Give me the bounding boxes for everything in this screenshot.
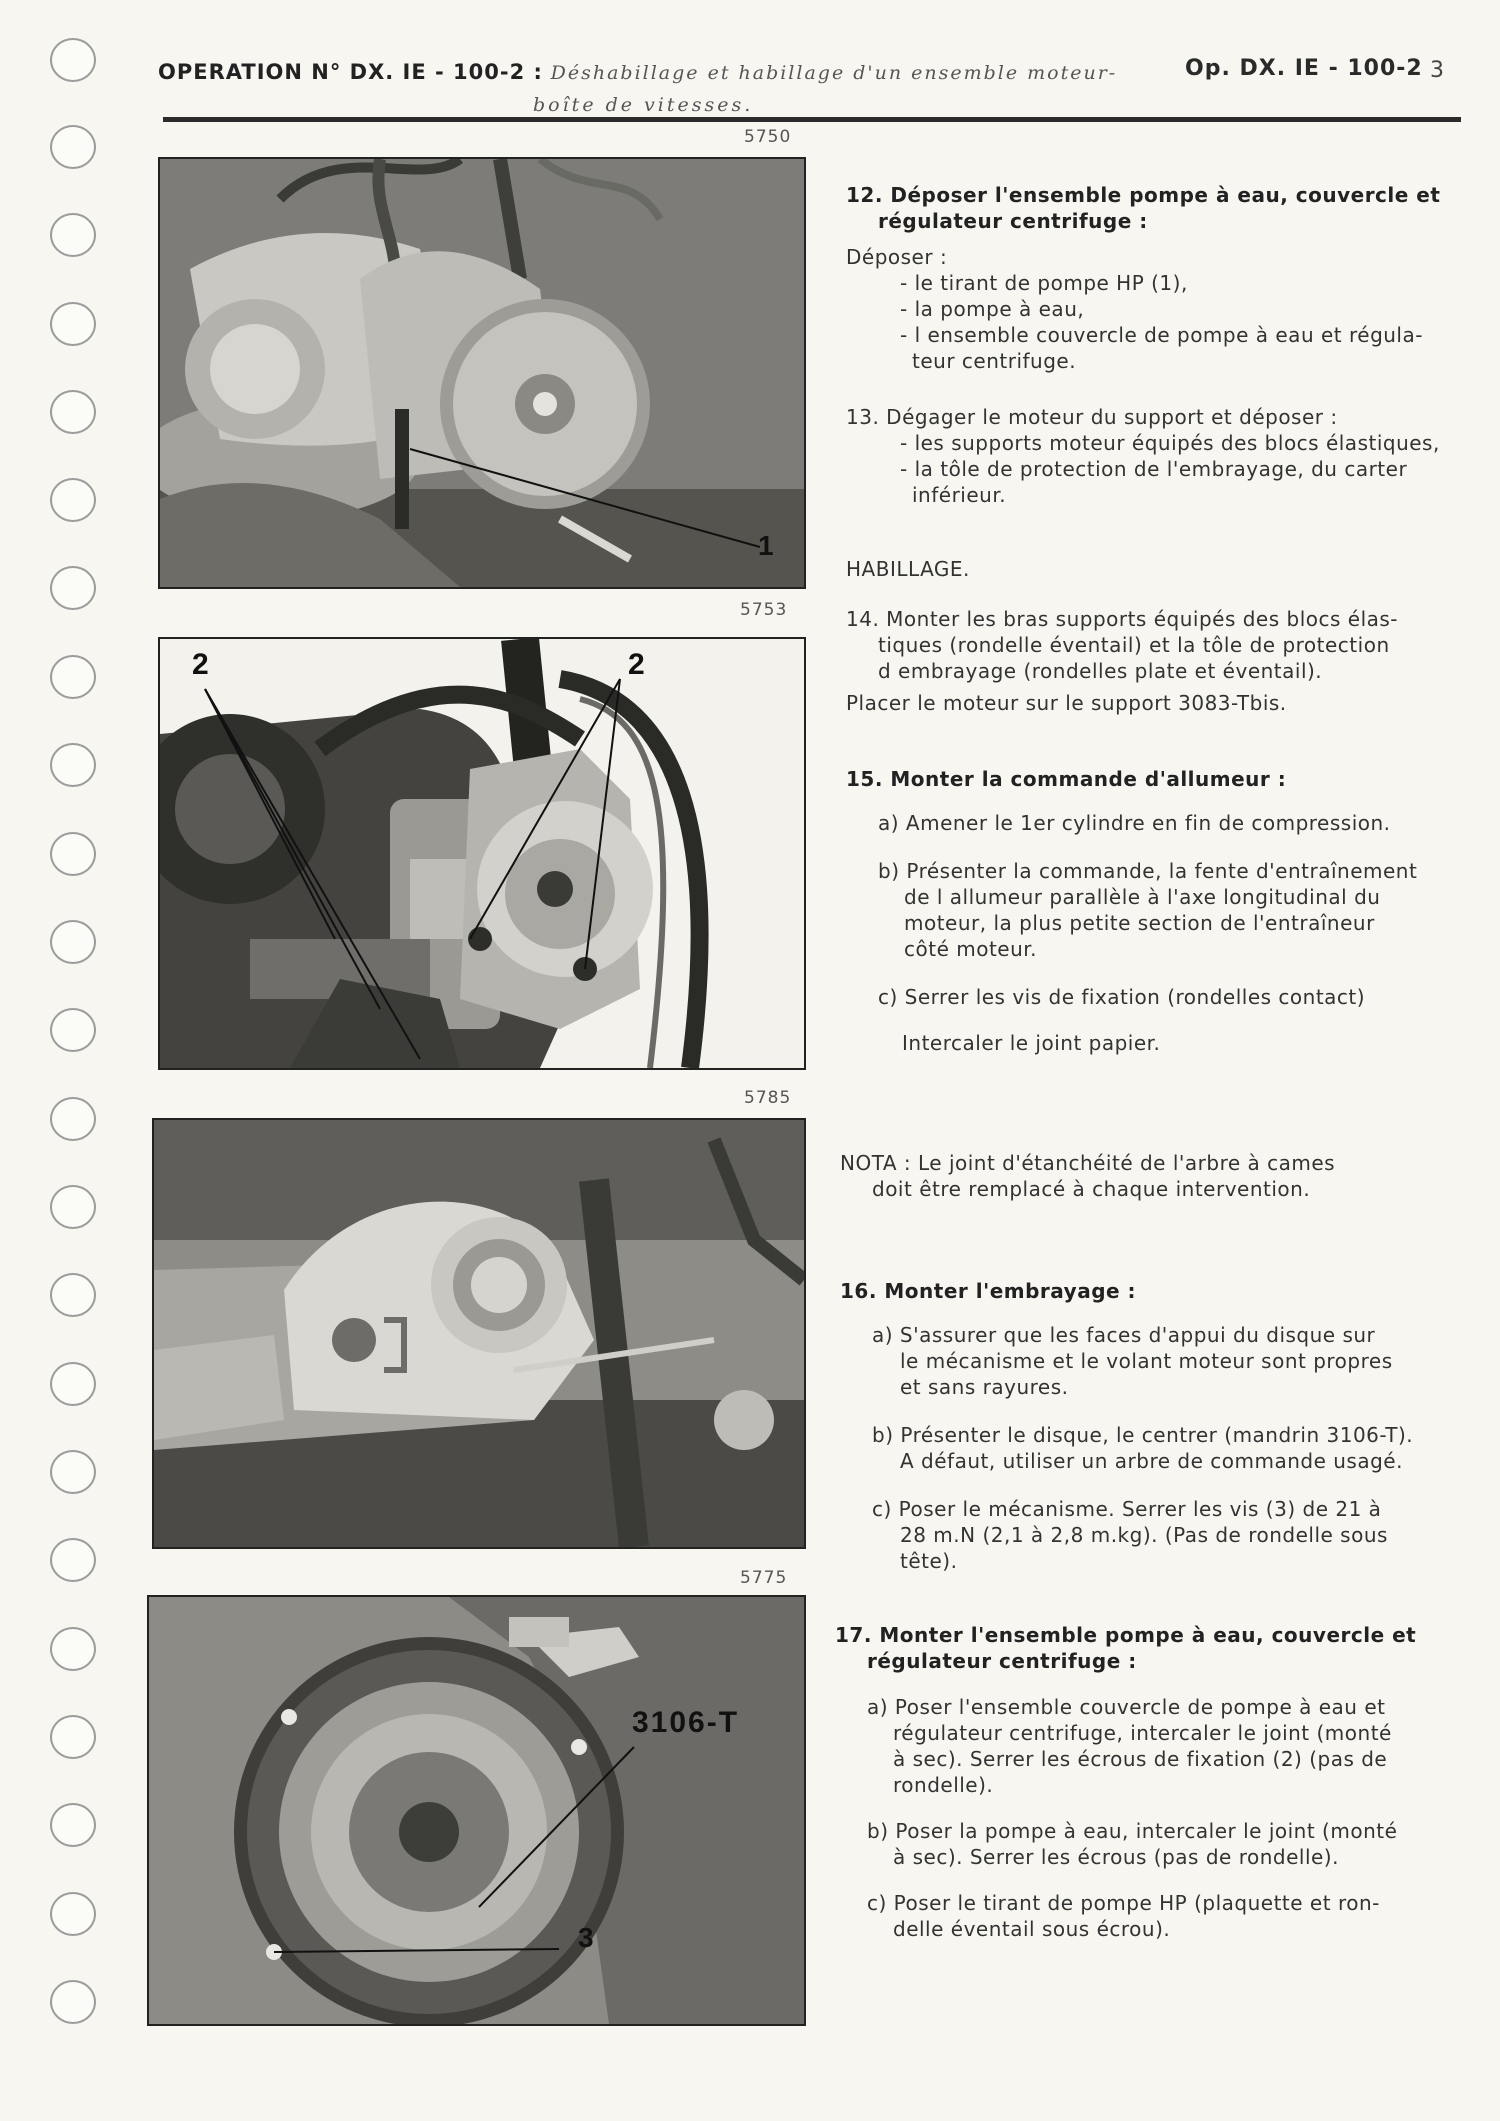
photo-number: 5785 (744, 1088, 792, 1108)
photo-clutch (147, 1595, 806, 2026)
step-15-b: de l allumeur parallèle à l'axe longitudinal du (904, 885, 1381, 909)
binder-hole (50, 302, 96, 346)
step-16-c: tête). (900, 1549, 958, 1573)
binder-hole (50, 390, 96, 434)
photo-number: 5750 (744, 127, 792, 147)
photo-number: 5775 (740, 1568, 788, 1588)
step-17-b: à sec). Serrer les écrous (pas de rondelle). (893, 1845, 1339, 1869)
callout-label: 1 (758, 530, 774, 561)
step-12-item: - le tirant de pompe HP (1), (900, 271, 1188, 295)
step-13-item: inférieur. (912, 483, 1007, 507)
binder-hole (50, 1627, 96, 1671)
photo-water-pump (158, 157, 806, 589)
operation-reference: Op. DX. IE - 100-2 (1185, 56, 1423, 81)
step-12 (846, 182, 1466, 374)
binder-hole (50, 213, 96, 257)
step-17-c: delle éventail sous écrou). (893, 1917, 1171, 1941)
binder-hole (50, 1715, 96, 1759)
step-14-line: d embrayage (rondelles plate et éventail). (878, 659, 1323, 683)
step-15-heading: 15. Monter la commande d'allumeur : (846, 767, 1287, 791)
binder-hole (50, 1980, 96, 2024)
step-13-item: - les supports moteur équipés des blocs élastiques, (900, 431, 1440, 455)
step-15-c2: Intercaler le joint papier. (902, 1031, 1161, 1055)
operation-title-continued: boîte de vitesses. (533, 94, 754, 116)
step-14-line: tiques (rondelle éventail) et la tôle de protection (878, 633, 1390, 657)
binder-hole (50, 655, 96, 699)
step-17-a: régulateur centrifuge, intercaler le joint (monté (893, 1721, 1392, 1745)
nota-line: NOTA : Le joint d'étanchéité de l'arbre à cames (840, 1151, 1336, 1175)
callout-label: 3 (578, 1922, 594, 1953)
callout-label: 3106-T (632, 1706, 740, 1739)
step-16-c: 28 m.N (2,1 à 2,8 m.kg). (Pas de rondelle sous (900, 1523, 1388, 1547)
binder-hole (50, 1450, 96, 1494)
step-12-item: teur centrifuge. (912, 349, 1077, 373)
page-number: 3 (1430, 58, 1444, 83)
step-16-a: le mécanisme et le volant moteur sont propres (900, 1349, 1393, 1373)
section-habillage: HABILLAGE. (846, 557, 970, 581)
step-16-heading: 16. Monter l'embrayage : (840, 1279, 1137, 1303)
step-16-b: A défaut, utiliser un arbre de commande usagé. (900, 1449, 1403, 1473)
step-16-b: b) Présenter le disque, le centrer (mandrin 3106-T). (872, 1423, 1414, 1447)
step-16-a: et sans rayures. (900, 1375, 1069, 1399)
binder-hole (50, 1008, 96, 1052)
operation-number: OPERATION N° DX. IE - 100-2 : (158, 60, 543, 84)
callout-label: 2 (192, 648, 209, 681)
binder-hole (50, 920, 96, 964)
page-header (158, 56, 1158, 121)
step-17-heading-cont: régulateur centrifuge : (867, 1649, 1137, 1673)
step-15 (846, 766, 1466, 1056)
binder-hole (50, 478, 96, 522)
step-17 (835, 1622, 1470, 1942)
binder-hole (50, 38, 96, 82)
step-16-a: a) S'assurer que les faces d'appui du disque sur (872, 1323, 1376, 1347)
binder-hole (50, 1538, 96, 1582)
step-16-c: c) Poser le mécanisme. Serrer les vis (3) de 21 à (872, 1497, 1382, 1521)
binder-hole (50, 566, 96, 610)
step-12-item: - l ensemble couvercle de pompe à eau et régula- (900, 323, 1423, 347)
step-13-item: - la tôle de protection de l'embrayage, du carter (900, 457, 1408, 481)
step-16 (840, 1278, 1470, 1574)
binder-hole (50, 743, 96, 787)
step-15-c: c) Serrer les vis de fixation (rondelles contact) (878, 985, 1366, 1009)
photo-ignition-drive (158, 637, 806, 1070)
step-14 (846, 606, 1466, 716)
step-12-intro: Déposer : (846, 245, 948, 269)
step-12-heading-cont: régulateur centrifuge : (878, 209, 1148, 233)
binder-hole (50, 1362, 96, 1406)
binder-hole (50, 125, 96, 169)
step-15-a: a) Amener le 1er cylindre en fin de compression. (878, 811, 1391, 835)
photo-number: 5753 (740, 600, 788, 620)
step-17-b: b) Poser la pompe à eau, intercaler le joint (monté (867, 1819, 1398, 1843)
step-15-b: b) Présenter la commande, la fente d'entraînement (878, 859, 1418, 883)
step-12-heading: 12. Déposer l'ensemble pompe à eau, couvercle et (846, 183, 1441, 207)
step-17-a: à sec). Serrer les écrous de fixation (2) (pas de (893, 1747, 1388, 1771)
binder-hole (50, 1185, 96, 1229)
step-15-b: moteur, la plus petite section de l'entraîneur (904, 911, 1375, 935)
step-14-extra: Placer le moteur sur le support 3083-Tbis. (846, 691, 1287, 715)
photo-camshaft-seal (152, 1118, 806, 1549)
operation-title: Déshabillage et habillage d'un ensemble moteur- (550, 62, 1118, 84)
nota-line: doit être remplacé à chaque intervention. (872, 1177, 1311, 1201)
binder-hole (50, 832, 96, 876)
binder-hole (50, 1097, 96, 1141)
header-rule (163, 117, 1461, 122)
binder-hole (50, 1273, 96, 1317)
binder-margin (0, 0, 110, 2121)
step-12-item: - la pompe à eau, (900, 297, 1085, 321)
step-17-a: rondelle). (893, 1773, 994, 1797)
nota (840, 1150, 1460, 1202)
step-17-a: a) Poser l'ensemble couvercle de pompe à eau et (867, 1695, 1386, 1719)
step-13-heading: 13. Dégager le moteur du support et déposer : (846, 405, 1338, 429)
callout-label: 2 (628, 648, 645, 681)
step-17-c: c) Poser le tirant de pompe HP (plaquette et ron- (867, 1891, 1380, 1915)
binder-hole (50, 1803, 96, 1847)
step-15-b: côté moteur. (904, 937, 1038, 961)
binder-hole (50, 1892, 96, 1936)
step-14-line: 14. Monter les bras supports équipés des blocs élas- (846, 607, 1399, 631)
step-13 (846, 404, 1466, 508)
step-17-heading: 17. Monter l'ensemble pompe à eau, couvercle et (835, 1623, 1417, 1647)
